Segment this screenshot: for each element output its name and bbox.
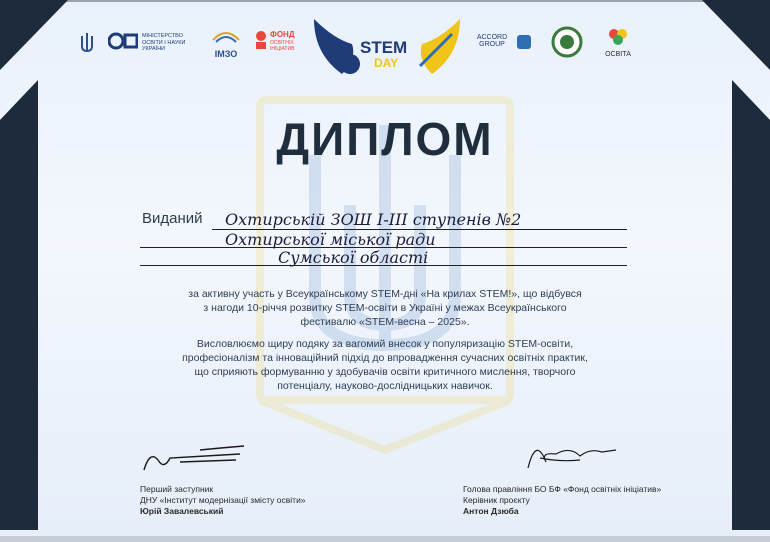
bottom-border	[0, 536, 770, 542]
osvita-icon	[607, 26, 629, 46]
participation-paragraph	[130, 287, 640, 329]
left-signature-image	[140, 440, 250, 476]
ministry-label: МІНІСТЕРСТВО ОСВІТИ І НАУКИ УКРАЇНИ	[142, 33, 186, 52]
participation-line: з нагоди 10-річчя розвитку STEM-освіти в Україні у межах Всеукраїнського	[203, 302, 567, 314]
coat-of-arms-icon	[80, 32, 94, 54]
accord-label-line1: ACCORD	[476, 34, 508, 41]
fond-label-line2: ОСВІТНІХ ІНІЦІАТИВ	[270, 40, 295, 52]
recipient-line-1: Охтирській ЗОШ I-III ступенів №2	[225, 210, 522, 229]
gratitude-paragraph	[130, 337, 640, 393]
participation-line: фестивалю «STEM-весна – 2025».	[300, 316, 470, 328]
osvita-label: ОСВІТА	[605, 51, 631, 58]
right-signatory-name: Антон Дзюба	[463, 506, 519, 516]
accord-icon	[516, 34, 532, 50]
imzo-icon	[211, 30, 241, 44]
stem-label: STEM	[360, 38, 408, 57]
left-signatory-position-1: Перший заступник	[140, 484, 214, 494]
left-signatory-name: Юрій Завалевський	[140, 506, 224, 516]
top-border	[0, 0, 770, 2]
right-signatory-position-2: Керівник проєкту	[463, 495, 530, 505]
accord-label-line2: GROUP	[479, 41, 505, 48]
diploma-title: ДИПЛОМ	[276, 113, 494, 165]
ministry-logo	[108, 32, 186, 55]
right-signature-image	[520, 432, 620, 476]
fond-icon	[254, 30, 268, 50]
fond-logo	[254, 30, 295, 55]
osvita-logo	[600, 26, 636, 58]
accord-logo	[470, 34, 534, 48]
left-signatory-position-2: ДНУ «Інститут модернізації змісту освіти»	[140, 495, 306, 505]
gratitude-line: професіоналізм та інноваційний підхід до впровадження сучасних освітніх практик,	[182, 352, 588, 364]
imzo-logo	[204, 30, 248, 59]
participation-line: за активну участь у Всеукраїнському STEM-дні «На крилах STEM!», що відбувся	[188, 288, 582, 300]
gratitude-line: Висловлюємо щиру подяку за вагомий внесок у популяризацію STEM-освіти,	[196, 338, 574, 350]
recipient-line-3: Сумської області	[278, 248, 429, 267]
right-signature-block	[463, 484, 703, 517]
fond-label-line1: ФОНД	[270, 30, 295, 39]
imzo-label: ІМЗО	[214, 49, 238, 59]
ministry-icon	[108, 32, 138, 50]
recipient-line-2: Охтирської міської ради	[225, 230, 436, 249]
stem-day-logo	[312, 14, 462, 80]
right-signatory-position-1: Голова правління БО БФ «Фонд освітніх ініціатив»	[463, 484, 662, 494]
gratitude-line: що сприяють формуванню у здобувачів освіти критичного мислення, творчого	[194, 366, 576, 378]
emblem-icon	[551, 26, 583, 58]
logos-row	[0, 14, 770, 84]
day-label: DAY	[374, 56, 399, 70]
left-signature-block	[140, 484, 370, 517]
gratitude-line: потенціалу, науково-дослідницьких навичок.	[277, 380, 493, 392]
issued-label: Виданий	[142, 210, 203, 227]
